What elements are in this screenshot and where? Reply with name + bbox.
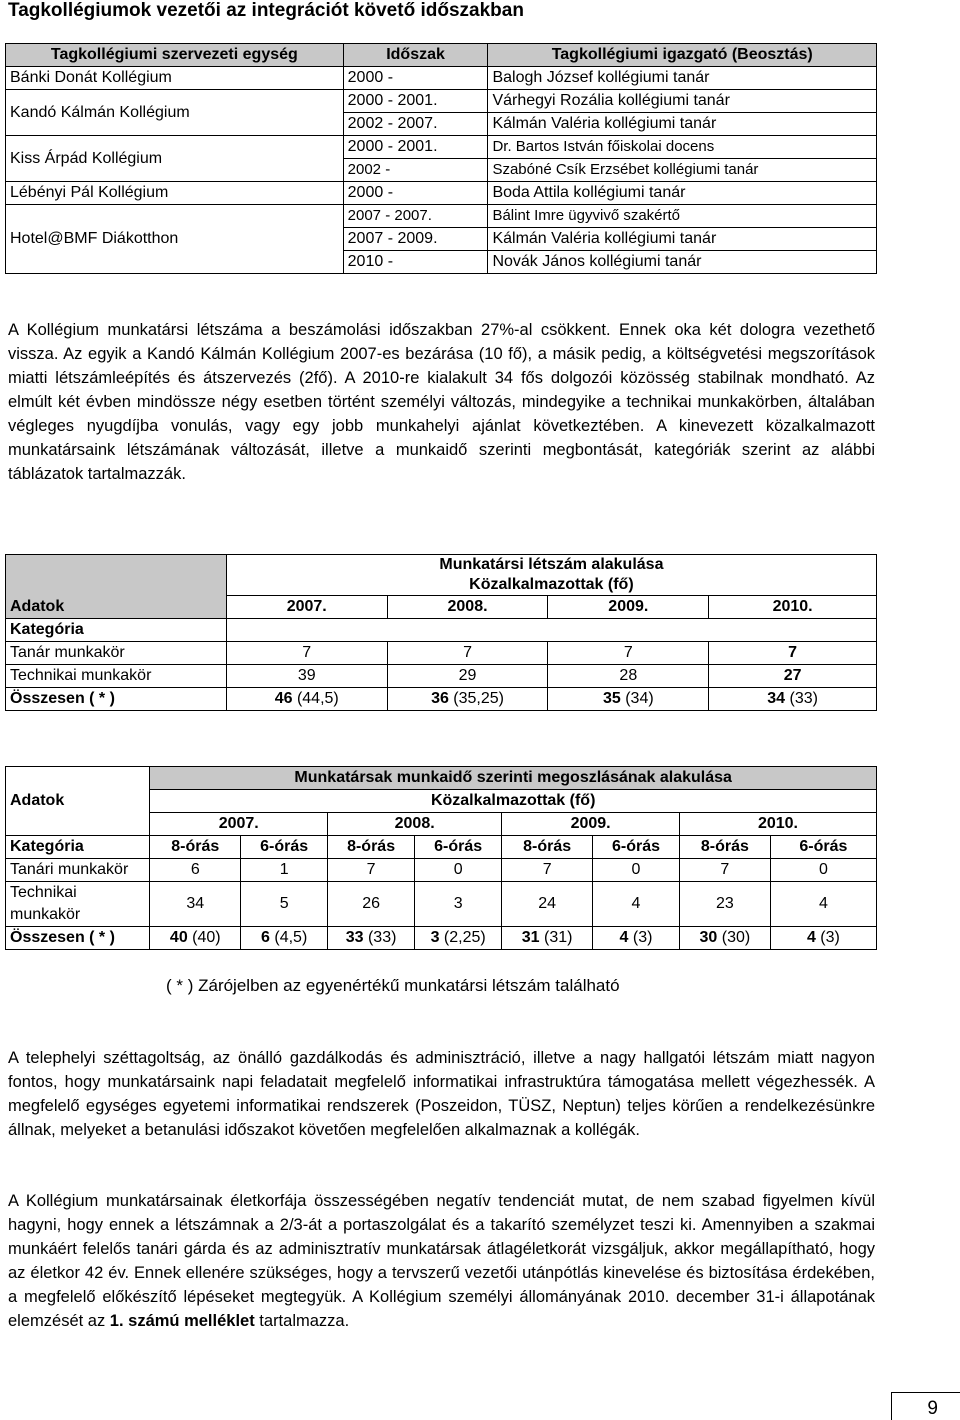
row-label: Tanári munkakör xyxy=(6,859,150,882)
subheader-cell: 8-órás xyxy=(679,836,770,859)
total-label: Összesen ( * ) xyxy=(6,927,150,950)
value-cell: 0 xyxy=(415,859,502,882)
table-row xyxy=(6,136,877,159)
table-row xyxy=(6,642,877,665)
value-cell: 24 xyxy=(502,882,593,927)
total-cell: 34 (33) xyxy=(709,688,877,711)
year-cell: 2010. xyxy=(679,813,876,836)
total-cell: 4 (3) xyxy=(770,927,876,950)
value-cell: 0 xyxy=(770,859,876,882)
working-hours-subtitle: Közalkalmazottak (fő) xyxy=(150,790,877,813)
label-kategoria: Kategória xyxy=(6,619,227,642)
year-cell: 2009. xyxy=(548,596,709,619)
period-cell: 2007 - 2007. xyxy=(343,205,488,228)
total-cell: 6 (4,5) xyxy=(241,927,328,950)
director-cell: Bálint Imre ügyvivő szakértő xyxy=(488,205,877,228)
year-cell: 2008. xyxy=(328,813,502,836)
label-kategoria: Kategória xyxy=(6,836,150,859)
subheader-cell: 8-órás xyxy=(328,836,415,859)
leaders-table-header xyxy=(6,44,877,67)
director-cell: Várhegyi Rozália kollégiumi tanár xyxy=(488,90,877,113)
value-cell: 7 xyxy=(709,642,877,665)
subheader-cell: 6-órás xyxy=(593,836,680,859)
table-row xyxy=(6,882,877,927)
value-cell: 7 xyxy=(328,859,415,882)
year-cell: 2007. xyxy=(150,813,328,836)
staff-count-table xyxy=(5,554,877,711)
value-cell: 7 xyxy=(226,642,387,665)
year-cell: 2007. xyxy=(226,596,387,619)
total-cell: 35 (34) xyxy=(548,688,709,711)
subheader-cell: 8-órás xyxy=(502,836,593,859)
value-cell: 5 xyxy=(241,882,328,927)
page-heading: Tagkollégiumok vezetői az integrációt követő időszakban xyxy=(8,0,524,21)
header-director: Tagkollégiumi igazgató (Beosztás) xyxy=(488,44,877,67)
subheader-cell: 6-órás xyxy=(770,836,876,859)
director-cell: Novák János kollégiumi tanár xyxy=(488,251,877,274)
value-cell: 27 xyxy=(709,665,877,688)
value-cell: 7 xyxy=(502,859,593,882)
page-number: 9 xyxy=(927,1398,938,1419)
table-row xyxy=(6,182,877,205)
period-cell: 2007 - 2009. xyxy=(343,228,488,251)
value-cell: 23 xyxy=(679,882,770,927)
footnote: ( * ) Zárójelben az egyenértékű munkatársi létszám található xyxy=(166,976,620,995)
director-cell: Szabóné Csík Erzsébet kollégiumi tanár xyxy=(488,159,877,182)
subheader-cell: 6-órás xyxy=(415,836,502,859)
total-cell: 46 (44,5) xyxy=(226,688,387,711)
label-adatok: Adatok xyxy=(6,555,227,619)
header-unit: Tagkollégiumi szervezeti egység xyxy=(6,44,344,67)
value-cell: 1 xyxy=(241,859,328,882)
period-cell: 2000 - 2001. xyxy=(343,90,488,113)
header-period: Időszak xyxy=(343,44,488,67)
unit-cell: Bánki Donát Kollégium xyxy=(6,67,344,90)
value-cell: 29 xyxy=(387,665,548,688)
unit-cell: Kandó Kálmán Kollégium xyxy=(6,90,344,136)
row-label: Tanár munkakör xyxy=(6,642,227,665)
leaders-table xyxy=(5,43,877,274)
total-cell: 40 (40) xyxy=(150,927,241,950)
table-row-total xyxy=(6,688,877,711)
period-cell: 2010 - xyxy=(343,251,488,274)
value-cell: 7 xyxy=(548,642,709,665)
period-cell: 2000 - xyxy=(343,67,488,90)
label-adatok: Adatok xyxy=(6,767,150,836)
value-cell: 4 xyxy=(593,882,680,927)
period-cell: 2002 - 2007. xyxy=(343,113,488,136)
staff-count-title: Munkatársi létszám alakulása Közalkalmazottak (fő) xyxy=(226,555,876,596)
value-cell: 39 xyxy=(226,665,387,688)
unit-cell: Lébényi Pál Kollégium xyxy=(6,182,344,205)
director-cell: Boda Attila kollégiumi tanár xyxy=(488,182,877,205)
value-cell: 7 xyxy=(679,859,770,882)
table-row xyxy=(6,67,877,90)
page-number-box xyxy=(891,1392,960,1420)
total-cell: 3 (2,25) xyxy=(415,927,502,950)
director-cell: Balogh József kollégiumi tanár xyxy=(488,67,877,90)
total-label: Összesen ( * ) xyxy=(6,688,227,711)
period-cell: 2002 - xyxy=(343,159,488,182)
period-cell: 2000 - 2001. xyxy=(343,136,488,159)
value-cell: 3 xyxy=(415,882,502,927)
director-cell: Kálmán Valéria kollégiumi tanár xyxy=(488,113,877,136)
value-cell: 0 xyxy=(593,859,680,882)
director-cell: Kálmán Valéria kollégiumi tanár xyxy=(488,228,877,251)
total-cell: 31 (31) xyxy=(502,927,593,950)
value-cell: 28 xyxy=(548,665,709,688)
staff-count-subtitle: Közalkalmazottak (fő) xyxy=(469,576,634,593)
year-cell: 2010. xyxy=(709,596,877,619)
subheader-cell: 6-órás xyxy=(241,836,328,859)
total-cell: 4 (3) xyxy=(593,927,680,950)
annex-reference: 1. számú melléklet xyxy=(109,1312,255,1330)
unit-cell: Kiss Árpád Kollégium xyxy=(6,136,344,182)
year-cell: 2008. xyxy=(387,596,548,619)
value-cell: 4 xyxy=(770,882,876,927)
period-cell: 2000 - xyxy=(343,182,488,205)
year-cell: 2009. xyxy=(502,813,680,836)
value-cell: 34 xyxy=(150,882,241,927)
director-cell: Dr. Bartos István főiskolai docens xyxy=(488,136,877,159)
value-cell: 7 xyxy=(387,642,548,665)
table-row xyxy=(6,859,877,882)
paragraph-age-tree: A Kollégium munkatársainak életkorfája összességében negatív tendenciát mutat, de nem szabad figyelmen kívül hagyni, hogy ennek a létszámnak a 2/3-át a portaszolgálat és a takarító személyzet teszi ki. Amennyiben a szakmai munkáért felelős tanári gárda és az adminisztratív munkatársak átlagéletkorát vizsgáljuk, akkor megállapítható, hogy az életkor 42 év. Ennek ellenére szükséges, hogy a tervszerű vezetői utánpótlás kinevelése és biztosítása érdekében, a megfelelő előkészítő lépéseket megtegyük. A Kollégium személyi állományának 2010. december 31-i állapotának elemzését az 1. számú melléklet tartalmazza. xyxy=(8,1192,875,1330)
working-hours-title: Munkatársak munkaidő szerinti megoszlásának alakulása xyxy=(150,767,877,790)
paragraph-staff-count: A Kollégium munkatársi létszáma a beszámolási időszakban 27%-al csökkent. Ennek oka két dologra vezethető vissza. Az egyik a Kandó Kálmán Kollégium 2007-es bezárása (10 fő), a másik pedig, a költségvetési megszorítások miatti létszámleépítés és átszervezés (2fő). A 2010-re kialakult 34 fős dolgozói közösség stabilnak mondható. Az elmúlt két évben mindössze négy esetben történt személyi változás, mindegyike a technikai munkakörben, általában végleges nyugdíjba vonulás, vagy egy jobb munkahelyi ajánlat következtében. A kinevezett közalkalmazott munkatársaink létszámának változását, illetve a munkaidő szerinti megbontását, kategóriák szerint az alábbi táblázatok tartalmazzák. xyxy=(8,321,875,483)
paragraph-it-infrastructure: A telephelyi széttagoltság, az önálló gazdálkodás és adminisztráció, illetve a nagy hallgatói létszám miatt nagyon fontos, hogy munkatársaink napi feladatait megfelelő informatikai infrastruktúra támogatása mellett végezhessék. A megfelelő egységes egyetemi informatikai rendszerek (Poszeidon, TÜSZ, Neptun) teljes körűen a rendelkezésünkre állnak, melyeket a betanulási időszakot követően megfelelően alkalmaznak a kollégák. xyxy=(8,1049,875,1139)
value-cell: 6 xyxy=(150,859,241,882)
table-row-total xyxy=(6,927,877,950)
total-cell: 33 (33) xyxy=(328,927,415,950)
table-row xyxy=(6,205,877,228)
total-cell: 36 (35,25) xyxy=(387,688,548,711)
table-row xyxy=(6,90,877,113)
unit-cell: Hotel@BMF Diákotthon xyxy=(6,205,344,274)
value-cell: 26 xyxy=(328,882,415,927)
table-row xyxy=(6,665,877,688)
working-hours-table xyxy=(5,766,877,950)
row-label: Technikai munkakör xyxy=(6,882,150,927)
subheader-cell: 8-órás xyxy=(150,836,241,859)
row-label: Technikai munkakör xyxy=(6,665,227,688)
total-cell: 30 (30) xyxy=(679,927,770,950)
